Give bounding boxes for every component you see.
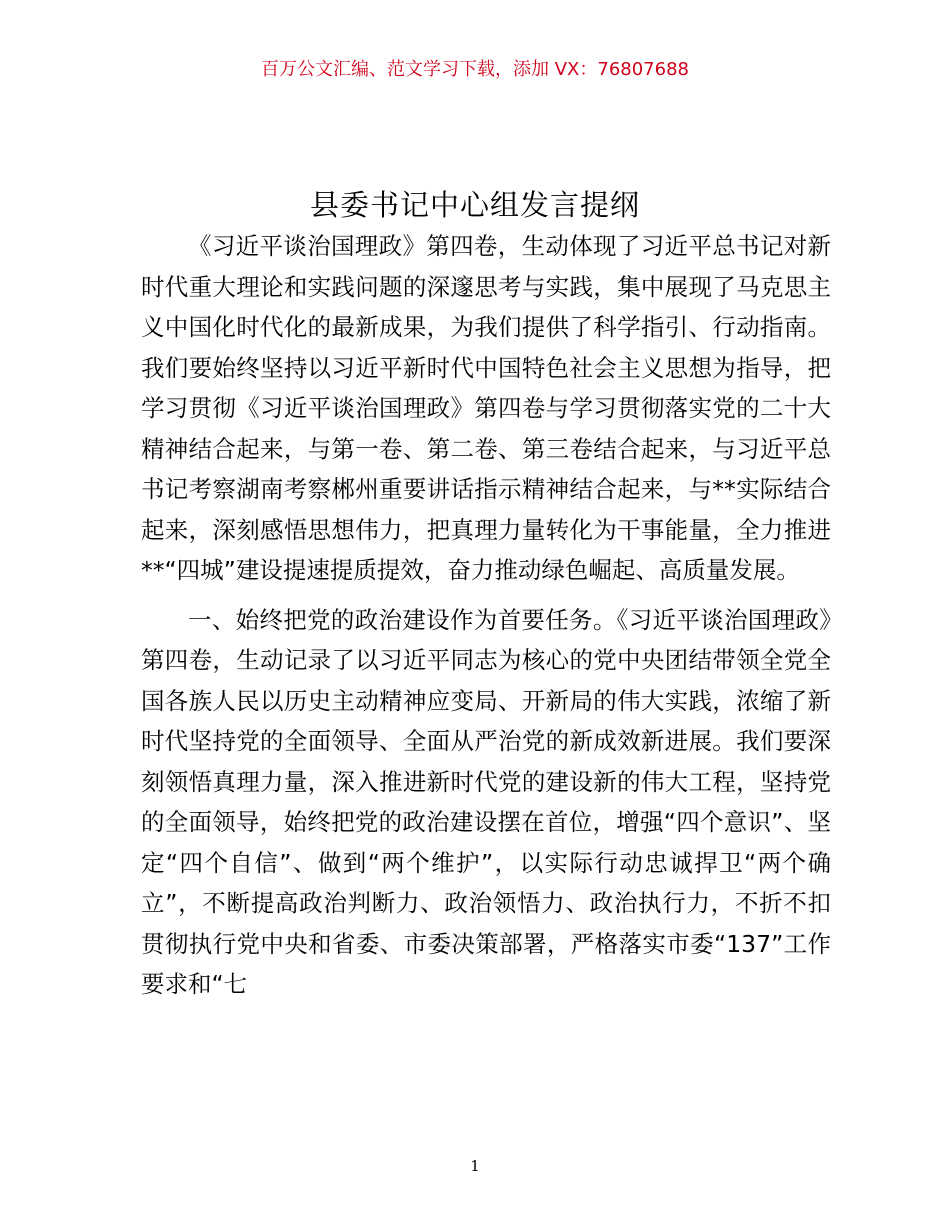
paragraph-section-one: 一、始终把党的政治建设作为首要任务。《习近平谈治国理政》第四卷，生动记录了以习近平同志为核心的党中央团结带领全党全国各族人民以历史主动精神应变局、开新局的伟大实践，浓缩了新时代坚持党的全面领导、全面从严治党的新成效新进展。我们要深刻领悟真理力量，深入推进新时代党的建设新的伟大工程，坚持党的全面领导，始终把党的政治建设摆在首位，增强“四个意识”、坚定“四个自信”、做到“两个维护”，以实际行动忠诚捍卫“两个确立”，不断提高政治判断力、政治领悟力、政治执行力，不折不扣贯彻执行党中央和省委、市委决策部署，严格落实市委“137”工作要求和“七 (141, 605, 831, 998)
header-note: 百万公文汇编、范文学习下载，添加 VX：76807688 (261, 59, 689, 80)
document-title: 县委书记中心组发言提纲 (309, 188, 640, 223)
page-number: 1 (470, 1157, 480, 1175)
paragraph-intro: 《习近平谈治国理政》第四卷，生动体现了习近平总书记对新时代重大理论和实践问题的深邃思考与实践，集中展现了马克思主义中国化时代化的最新成果，为我们提供了科学指引、行动指南。我们要始终坚持以习近平新时代中国特色社会主义思想为指导，把学习贯彻《习近平谈治国理政》第四卷与学习贯彻落实党的二十大精神结合起来，与第一卷、第二卷、第三卷结合起来，与习近平总书记考察湖南考察郴州重要讲话指示精神结合起来，与**实际结合起来，深刻感悟思想伟力，把真理力量转化为干事能量，全力推进**“四城”建设提速提质提效，奋力推动绿色崛起、高质量发展。 (141, 232, 831, 584)
document-body (141, 226, 831, 1005)
